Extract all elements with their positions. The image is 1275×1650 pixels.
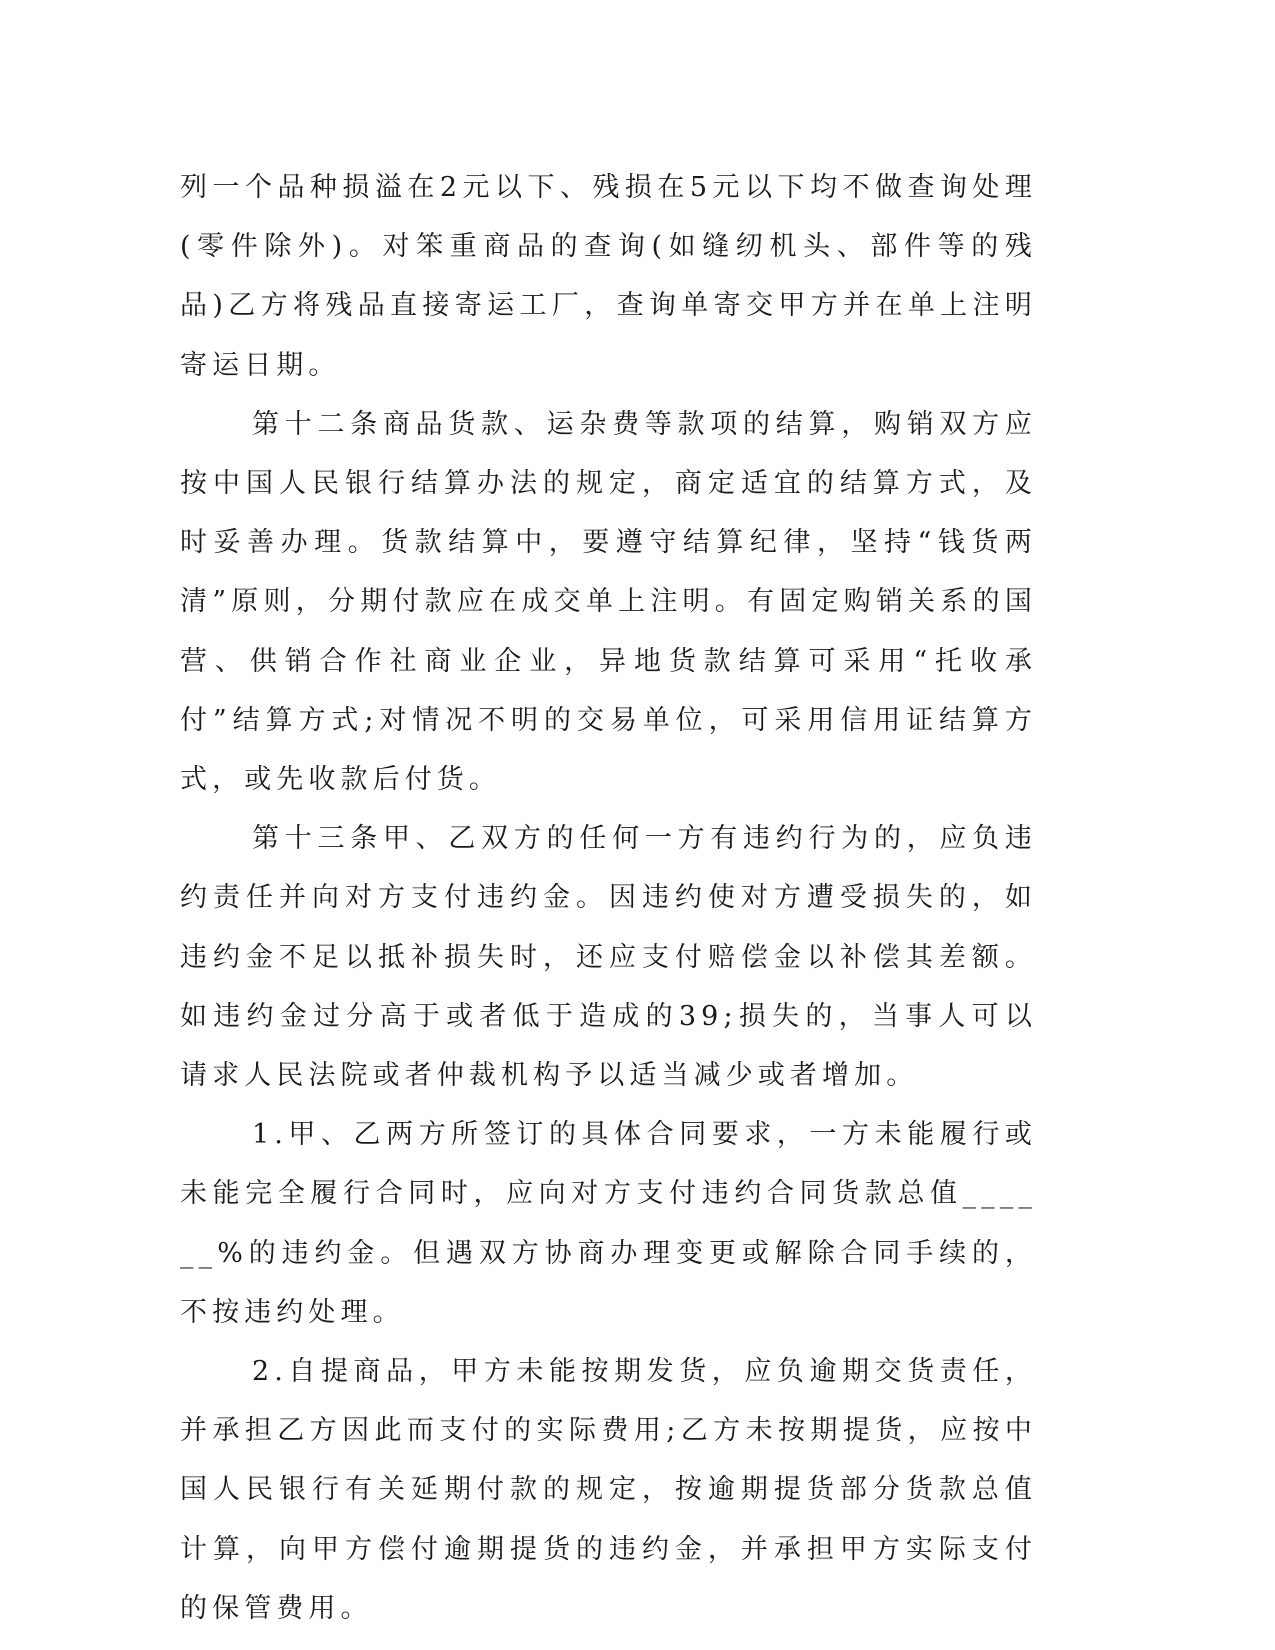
paragraph-clause-2: 2.自提商品，甲方未能按期发货，应负逾期交货责任，并承担乙方因此而支付的实际费用;乙方未按期提货，应按中国人民银行有关延期付款的规定，按逾期提货部分货款总值计算，向甲方偿付逾期提货的违约金，并承担甲方实际支付的保管费用。	[180, 1356, 1037, 1624]
document-body	[180, 158, 1037, 1638]
paragraph-article-13: 第十三条甲、乙双方的任何一方有违约行为的，应负违约责任并向对方支付违约金。因违约使对方遭受损失的，如违约金不足以抵补损失时，还应支付赔偿金以补偿其差额。如违约金过分高于或者低于造成的39;损失的，当事人可以请求人民法院或者仲裁机构予以适当减少或者增加。	[180, 823, 1037, 1092]
paragraph-article-12: 第十二条商品货款、运杂费等款项的结算，购销双方应按中国人民银行结算办法的规定，商定适宜的结算方式，及时妥善办理。货款结算中，要遵守结算纪律，坚持“钱货两清”原则，分期付款应在成交单上注明。有固定购销关系的国营、供销合作社商业企业，异地货款结算可采用“托收承付”结算方式;对情况不明的交易单位，可采用信用证结算方式，或先收款后付货。	[180, 408, 1037, 796]
paragraph-1: 列一个品种损溢在2元以下、残损在5元以下均不做查询处理(零件除外)。对笨重商品的查询(如缝纫机头、部件等的残品)乙方将残品直接寄运工厂，查询单寄交甲方并在单上注明寄运日期。	[180, 172, 1037, 381]
paragraph-clause-1: 1.甲、乙两方所签订的具体合同要求，一方未能履行或未能完全履行合同时，应向对方支付违约合同货款总值______%的违约金。但遇双方协商办理变更或解除合同手续的，不按违约处理。	[180, 1119, 1037, 1328]
